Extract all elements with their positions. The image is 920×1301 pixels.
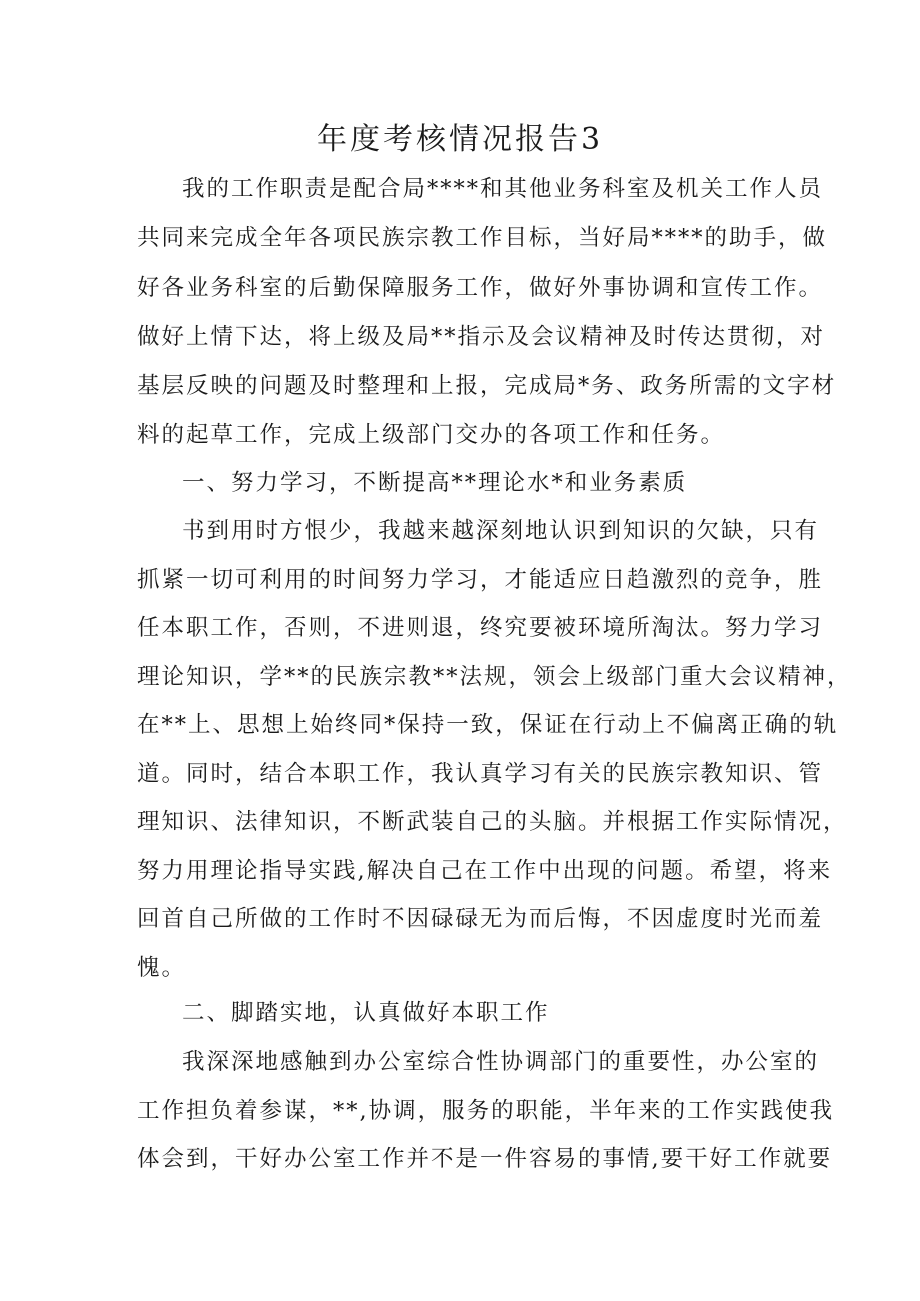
paragraph-line: 我深深地感触到办公室综合性协调部门的重要性，办公室的 <box>182 1049 820 1075</box>
section-heading-2: 二、脚踏实地，认真做好本职工作 <box>182 1000 550 1026</box>
document-title: 年度考核情况报告3 <box>316 122 604 157</box>
paragraph-line: 抓紧一切可利用的时间努力学习，才能适应日趋激烈的竞争，胜 <box>137 567 824 593</box>
paragraph-line: 好各业务科室的后勤保障服务工作，做好外事协调和宣传工作。 <box>137 275 824 301</box>
paragraph-line: 体会到，干好办公室工作并不是一件容易的事情,要干好工作就要 <box>137 1146 833 1172</box>
section-heading-1: 一、努力学习，不断提高**理论水*和业务素质 <box>182 470 688 496</box>
paragraph-line: 理知识、法律知识，不断武装自己的头脑。并根据工作实际情况， <box>137 809 848 835</box>
paragraph-line: 努力用理论指导实践,解决自己在工作中出现的问题。希望，将来 <box>137 858 833 884</box>
paragraph-line: 基层反映的问题及时整理和上报，完成局*务、政务所需的文字材 <box>137 373 837 399</box>
paragraph-line: 愧。 <box>137 955 187 981</box>
paragraph-line: 任本职工作，否则，不进则退，终究要被环境所淘汰。努力学习 <box>137 615 824 641</box>
paragraph-line: 料的起草工作，完成上级部门交办的各项工作和任务。 <box>137 422 726 448</box>
paragraph-line: 回首自己所做的工作时不因碌碌无为而后悔，不因虚度时光而羞 <box>137 906 824 932</box>
paragraph-line: 做好上情下达，将上级及局**指示及会议精神及时传达贯彻，对 <box>137 324 826 350</box>
paragraph-line: 书到用时方恨少，我越来越深刻地认识到知识的欠缺，只有 <box>182 518 820 544</box>
paragraph-line: 共同来完成全年各项民族宗教工作目标，当好局****的助手，做 <box>137 225 828 251</box>
paragraph-line: 理论知识，学**的民族宗教**法规，领会上级部门重大会议精神， <box>137 664 852 690</box>
paragraph-line: 我的工作职责是配合局****和其他业务科室及机关工作人员 <box>182 176 824 202</box>
paragraph-line: 道。同时，结合本职工作，我认真学习有关的民族宗教知识、管 <box>137 761 824 787</box>
paragraph-line: 在**上、思想上始终同*保持一致，保证在行动上不偏离正确的轨 <box>137 712 839 738</box>
paragraph-line: 工作担负着参谋，**,协调，服务的职能，半年来的工作实践使我 <box>137 1098 835 1124</box>
